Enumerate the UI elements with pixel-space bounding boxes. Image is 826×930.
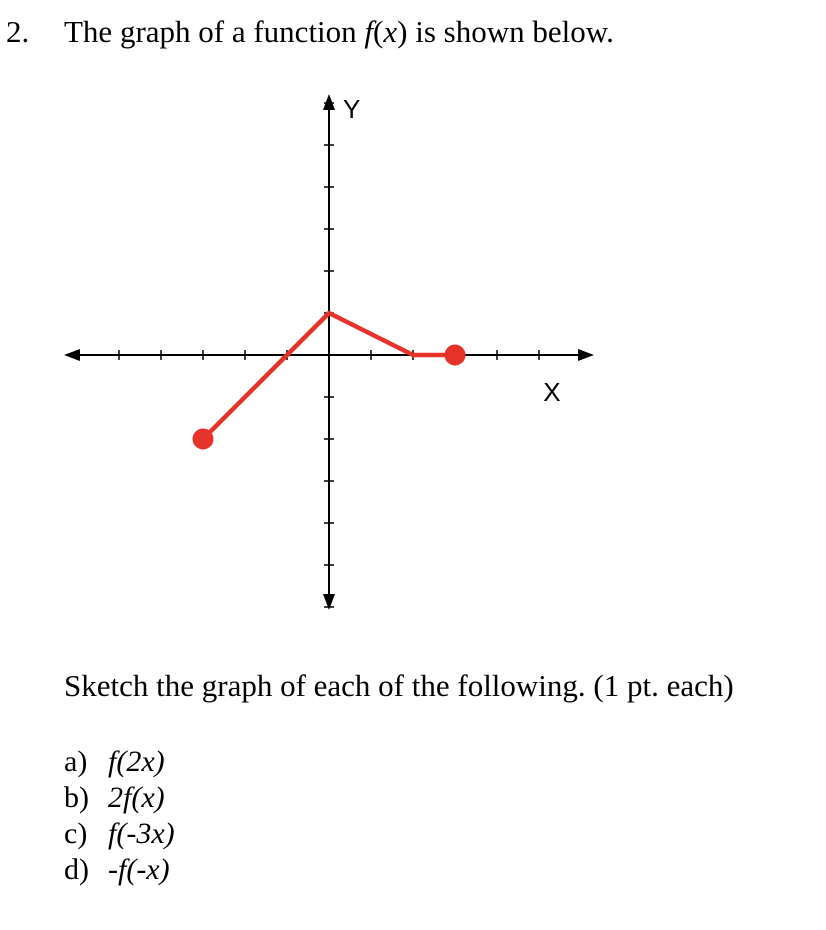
part-item-d (64, 852, 175, 888)
question-text-after: is shown below. (407, 14, 614, 49)
question-number: 2. (6, 14, 30, 49)
function-argument: x (383, 14, 398, 49)
endpoint-dot (194, 430, 213, 449)
part-item-b (64, 780, 175, 816)
part-letter: d) (64, 853, 89, 886)
part-item-a (64, 744, 175, 780)
graph-svg (60, 86, 598, 624)
part-letter: b) (64, 781, 89, 814)
part-item-c (64, 816, 175, 852)
part-expression: f(-3x) (108, 817, 175, 850)
endpoint-dot (446, 346, 465, 365)
part-expression: 2f(x) (108, 781, 165, 814)
function-paren-open: ( (373, 14, 384, 49)
question-text-before: The graph of a function (64, 14, 365, 49)
function-name: f (364, 14, 374, 49)
part-letter: a) (64, 745, 88, 778)
function-paren-close: ) (397, 14, 408, 49)
y-axis-label: Y (343, 94, 361, 124)
part-expression: f(2x) (108, 745, 165, 778)
part-letter: c) (64, 817, 88, 850)
instructions-text: Sketch the graph of each of the following. (1 pt. each) (64, 668, 734, 703)
part-expression: -f(-x) (108, 853, 170, 886)
function-graph (60, 86, 598, 624)
parts-list (64, 744, 175, 888)
x-axis-label: X (543, 377, 561, 407)
question-prompt (6, 10, 614, 54)
